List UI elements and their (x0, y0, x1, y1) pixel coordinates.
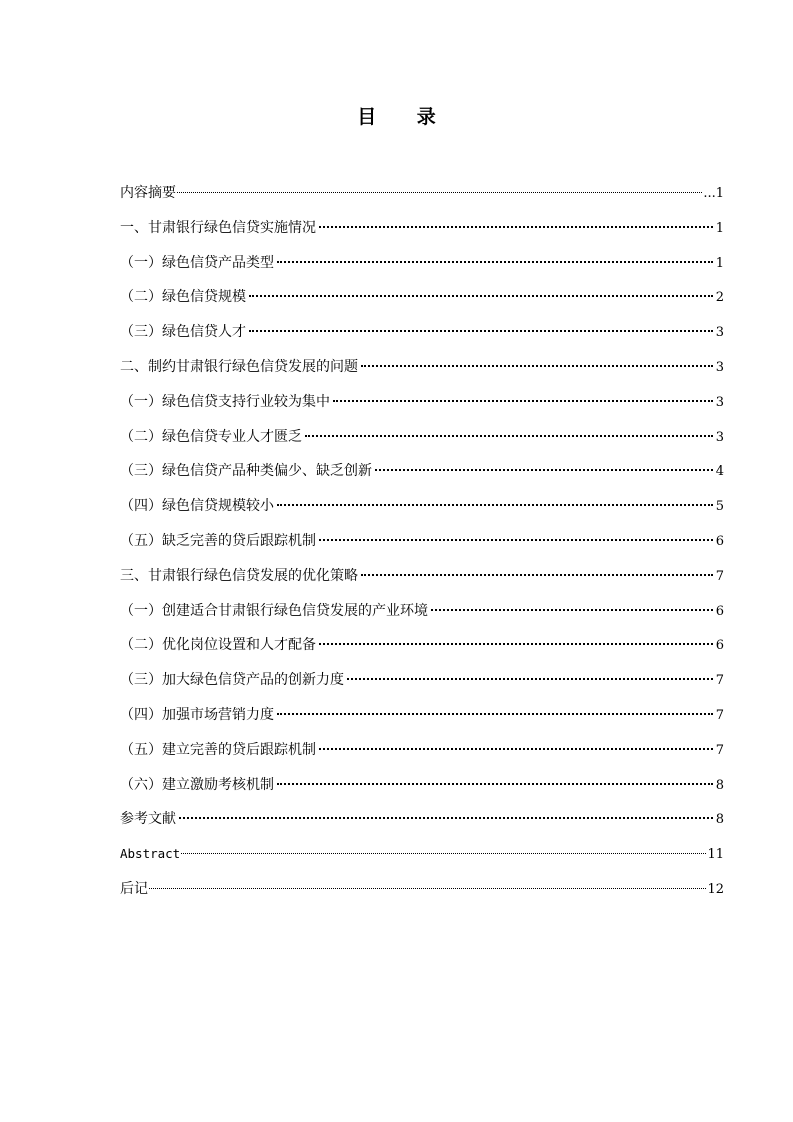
toc-entry[interactable] (120, 628, 724, 663)
toc-entry-title: （五）缺乏完善的贷后跟踪机制 (120, 532, 316, 549)
toc-entry-page-number: 7 (715, 673, 724, 689)
toc-entry-page-number: 8 (715, 777, 724, 793)
toc-entry-title: （六）建立激励考核机制 (120, 776, 274, 793)
toc-entry[interactable] (120, 559, 724, 594)
toc-entry-page-number: 3 (715, 325, 724, 341)
toc-entry-title: （二）绿色信贷规模 (120, 289, 246, 306)
toc-entry[interactable] (120, 280, 724, 315)
toc-entry[interactable] (120, 315, 724, 350)
dot-leader (347, 678, 713, 680)
toc-entry[interactable] (120, 350, 724, 385)
dot-leader (431, 609, 713, 611)
toc-entry-title: Abstract (120, 846, 181, 862)
dot-leader (179, 817, 713, 819)
toc-entry-page-number: 6 (715, 638, 724, 654)
toc-entry-page-number: ...1 (703, 186, 724, 201)
dot-leader (149, 888, 706, 889)
toc-entry-title: （五）建立完善的贷后跟踪机制 (120, 741, 316, 758)
dot-leader (319, 643, 713, 645)
toc-entry[interactable] (120, 837, 724, 872)
toc-entry-title: （一）创建适合甘肃银行绿色信贷发展的产业环境 (120, 602, 428, 619)
toc-entry-title: 二、制约甘肃银行绿色信贷发展的问题 (120, 358, 358, 375)
dot-leader (361, 574, 713, 576)
toc-entry-page-number: 6 (715, 603, 724, 619)
toc-entry-title: 参考文献 (120, 811, 176, 828)
toc-entry-page-number: 1 (715, 220, 724, 236)
dot-leader (177, 192, 702, 193)
toc-entry-page-number: 3 (715, 394, 724, 410)
dot-leader (333, 400, 713, 402)
toc-entry[interactable] (120, 246, 724, 281)
toc-entry[interactable] (120, 420, 724, 455)
dot-leader (319, 226, 713, 228)
table-of-contents (120, 176, 724, 907)
toc-entry-page-number: 4 (715, 464, 724, 480)
dot-leader (277, 504, 713, 506)
toc-entry[interactable] (120, 802, 724, 837)
toc-entry-title: 内容摘要 (120, 185, 176, 201)
toc-entry-page-number: 12 (707, 881, 724, 897)
toc-entry[interactable] (120, 698, 724, 733)
toc-entry[interactable] (120, 176, 724, 211)
toc-entry-page-number: 3 (715, 359, 724, 375)
toc-entry[interactable] (120, 489, 724, 524)
dot-leader (249, 295, 713, 297)
dot-leader (305, 435, 713, 437)
toc-entry-page-number: 1 (715, 255, 724, 271)
toc-entry-page-number: 8 (715, 812, 724, 828)
toc-entry-title: （一）绿色信贷支持行业较为集中 (120, 393, 330, 410)
dot-leader (277, 261, 713, 263)
toc-entry-title: 一、甘肃银行绿色信贷实施情况 (120, 219, 316, 236)
dot-leader (249, 330, 713, 332)
toc-entry-page-number: 7 (715, 568, 724, 584)
dot-leader (319, 539, 713, 541)
toc-entry-title: （三）绿色信贷产品种类偏少、缺乏创新 (120, 463, 372, 480)
dot-leader (375, 469, 713, 471)
toc-entry-page-number: 6 (715, 533, 724, 549)
toc-entry-title: 后记 (120, 880, 148, 897)
toc-entry-page-number: 2 (715, 290, 724, 306)
toc-entry-title: （四）加强市场营销力度 (120, 706, 274, 723)
toc-entry-page-number: 7 (715, 742, 724, 758)
toc-entry-title: （一）绿色信贷产品类型 (120, 254, 274, 271)
dot-leader (277, 783, 713, 785)
toc-entry[interactable] (120, 733, 724, 768)
toc-entry[interactable] (120, 663, 724, 698)
toc-entry[interactable] (120, 211, 724, 246)
dot-leader (277, 713, 713, 715)
page-title: 目 录 (357, 106, 453, 128)
toc-entry[interactable] (120, 872, 724, 907)
dot-leader (181, 853, 706, 854)
dot-leader (319, 748, 713, 750)
toc-entry-title: （三）加大绿色信贷产品的创新力度 (120, 672, 344, 689)
toc-entry-page-number: 7 (715, 707, 724, 723)
toc-entry[interactable] (120, 524, 724, 559)
toc-entry-title: （三）绿色信贷人才 (120, 324, 246, 341)
toc-entry-title: （四）绿色信贷规模较小 (120, 498, 274, 515)
toc-entry-title: （二）绿色信贷专业人才匮乏 (120, 428, 302, 445)
toc-entry-title: （二）优化岗位设置和人才配备 (120, 637, 316, 654)
dot-leader (361, 365, 713, 367)
toc-entry-title: 三、甘肃银行绿色信贷发展的优化策略 (120, 567, 358, 584)
toc-entry-page-number: 5 (715, 499, 724, 515)
toc-entry[interactable] (120, 454, 724, 489)
toc-entry[interactable] (120, 594, 724, 629)
toc-entry[interactable] (120, 768, 724, 803)
toc-entry[interactable] (120, 385, 724, 420)
toc-entry-page-number: 11 (707, 847, 724, 863)
toc-entry-page-number: 3 (715, 429, 724, 445)
